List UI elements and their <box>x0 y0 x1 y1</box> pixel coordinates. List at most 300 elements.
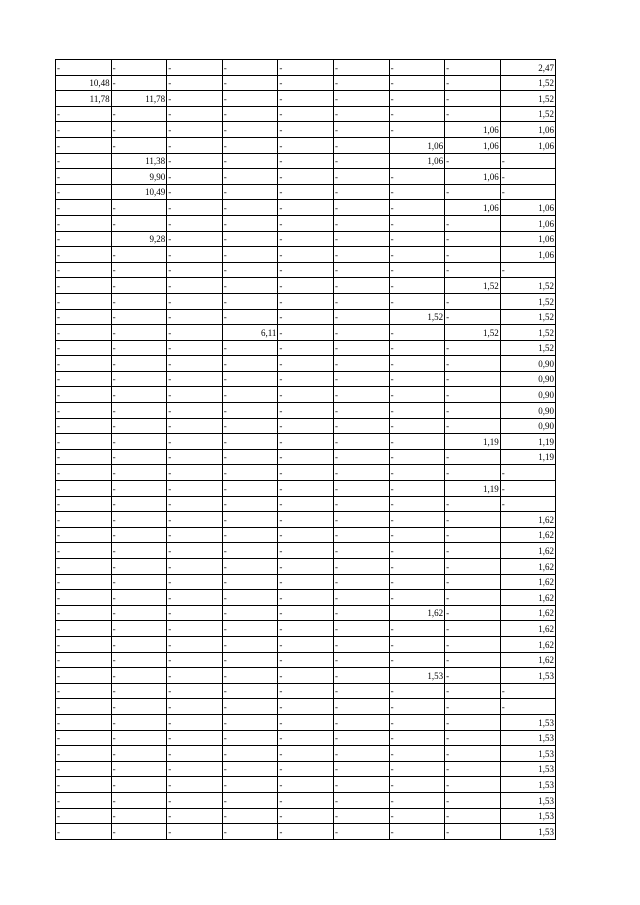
table-cell: 1,52 <box>389 309 445 325</box>
table-cell: - <box>111 278 167 294</box>
table-cell: - <box>278 621 334 637</box>
table-cell: - <box>278 777 334 793</box>
table-cell: - <box>278 231 334 247</box>
table-cell: - <box>167 137 223 153</box>
table-cell: - <box>222 184 278 200</box>
table-cell: - <box>111 325 167 341</box>
table-cell: - <box>278 652 334 668</box>
table-cell: - <box>167 106 223 122</box>
table-cell: - <box>222 371 278 387</box>
table-cell: - <box>222 293 278 309</box>
table-cell: - <box>333 792 389 808</box>
table-cell: - <box>333 668 389 684</box>
table-row <box>56 590 556 606</box>
table-row <box>56 824 556 840</box>
table-cell: - <box>445 91 501 107</box>
table-cell: - <box>167 231 223 247</box>
table-cell: - <box>389 231 445 247</box>
table-cell: - <box>333 449 389 465</box>
table-cell: - <box>111 137 167 153</box>
table-cell: 1,62 <box>500 590 555 606</box>
table-cell: - <box>167 340 223 356</box>
table-cell: - <box>167 527 223 543</box>
table-cell: - <box>389 527 445 543</box>
table-cell: - <box>389 122 445 138</box>
table-cell: - <box>56 808 112 824</box>
table-cell: - <box>389 262 445 278</box>
table-cell: - <box>111 262 167 278</box>
table-cell: - <box>333 231 389 247</box>
table-cell: - <box>111 247 167 263</box>
table-cell: - <box>167 309 223 325</box>
table-cell: - <box>445 668 501 684</box>
table-cell: - <box>389 449 445 465</box>
table-cell: - <box>111 636 167 652</box>
table-cell: - <box>389 730 445 746</box>
table-cell: - <box>222 418 278 434</box>
table-cell: - <box>111 621 167 637</box>
table-cell: - <box>222 792 278 808</box>
table-cell: - <box>111 309 167 325</box>
table-cell: - <box>167 559 223 575</box>
table-cell: - <box>278 153 334 169</box>
table-cell: - <box>333 356 389 372</box>
table-row <box>56 746 556 762</box>
table-cell: 1,62 <box>500 605 555 621</box>
table-cell: - <box>222 215 278 231</box>
table-cell: - <box>389 278 445 294</box>
table-cell: 1,52 <box>445 278 501 294</box>
table-cell: - <box>167 652 223 668</box>
table-cell: - <box>56 247 112 263</box>
table-cell: - <box>167 449 223 465</box>
table-cell: - <box>389 636 445 652</box>
table-cell: - <box>167 543 223 559</box>
table-cell: - <box>389 559 445 575</box>
table-cell: - <box>445 309 501 325</box>
table-cell: - <box>222 481 278 497</box>
table-cell: 2,47 <box>500 60 555 76</box>
table-cell: 1,62 <box>500 652 555 668</box>
table-cell: 1,62 <box>500 574 555 590</box>
table-cell: - <box>278 512 334 528</box>
table-row <box>56 543 556 559</box>
table-cell: - <box>278 418 334 434</box>
table-cell: - <box>222 137 278 153</box>
table-cell: - <box>111 75 167 91</box>
table-cell: - <box>333 714 389 730</box>
table-cell: - <box>445 636 501 652</box>
table-cell: 1,52 <box>500 278 555 294</box>
table-cell: - <box>333 91 389 107</box>
table-cell: 0,90 <box>500 387 555 403</box>
table-cell: - <box>389 340 445 356</box>
table-cell: - <box>333 215 389 231</box>
table-cell: - <box>278 808 334 824</box>
table-row <box>56 106 556 122</box>
table-cell: - <box>222 106 278 122</box>
table-cell: - <box>389 761 445 777</box>
table-cell: - <box>111 824 167 840</box>
table-cell: - <box>333 247 389 263</box>
table-cell: - <box>56 293 112 309</box>
table-row <box>56 340 556 356</box>
table-row <box>56 636 556 652</box>
table-cell: - <box>333 590 389 606</box>
table-cell: - <box>278 122 334 138</box>
table-cell: - <box>222 761 278 777</box>
table-cell: - <box>167 512 223 528</box>
table-cell: - <box>167 574 223 590</box>
table-row <box>56 652 556 668</box>
table-cell: 1,06 <box>500 137 555 153</box>
table-row <box>56 247 556 263</box>
table-cell: - <box>278 668 334 684</box>
table-cell: - <box>111 668 167 684</box>
table-cell: - <box>445 512 501 528</box>
table-cell: - <box>278 215 334 231</box>
table-cell: - <box>333 106 389 122</box>
table-cell: - <box>167 418 223 434</box>
table-cell: - <box>333 808 389 824</box>
table-cell: - <box>111 418 167 434</box>
table-row <box>56 60 556 76</box>
table-cell: - <box>111 683 167 699</box>
table-cell: - <box>222 746 278 762</box>
table-cell: - <box>111 559 167 575</box>
table-cell: - <box>333 746 389 762</box>
table-cell: - <box>111 512 167 528</box>
table-cell: - <box>167 465 223 481</box>
table-cell: - <box>167 153 223 169</box>
table-cell: - <box>167 403 223 419</box>
table-cell: - <box>445 262 501 278</box>
table-cell: - <box>167 683 223 699</box>
table-cell: - <box>167 590 223 606</box>
table-cell: - <box>389 465 445 481</box>
table-cell: - <box>445 777 501 793</box>
table-row <box>56 231 556 247</box>
table-cell: 1,62 <box>389 605 445 621</box>
table-cell: - <box>445 465 501 481</box>
table-row <box>56 512 556 528</box>
table-cell: 1,19 <box>445 481 501 497</box>
table-row <box>56 496 556 512</box>
table-cell: - <box>56 387 112 403</box>
table-cell: - <box>56 590 112 606</box>
table-cell: - <box>278 75 334 91</box>
table-cell: 1,06 <box>389 153 445 169</box>
table-row <box>56 621 556 637</box>
table-cell: - <box>56 60 112 76</box>
table-cell: 1,53 <box>389 668 445 684</box>
table-cell: - <box>167 75 223 91</box>
table-cell: - <box>56 574 112 590</box>
table-cell: - <box>333 169 389 185</box>
table-cell: - <box>333 434 389 450</box>
table-cell: - <box>389 496 445 512</box>
table-cell: - <box>278 387 334 403</box>
table-cell: - <box>389 60 445 76</box>
table-cell: - <box>56 481 112 497</box>
table-cell: - <box>445 75 501 91</box>
table-cell: - <box>111 60 167 76</box>
table-cell: - <box>222 153 278 169</box>
table-cell: - <box>445 590 501 606</box>
table-cell: - <box>278 449 334 465</box>
table-cell: - <box>56 449 112 465</box>
table-cell: 1,19 <box>445 434 501 450</box>
table-cell: - <box>167 621 223 637</box>
table-cell: 0,90 <box>500 371 555 387</box>
table-cell: - <box>111 652 167 668</box>
table-cell: 1,53 <box>500 714 555 730</box>
table-cell: - <box>222 122 278 138</box>
table-cell: - <box>445 824 501 840</box>
table-cell: - <box>56 418 112 434</box>
table-cell: 1,06 <box>389 137 445 153</box>
table-cell: - <box>167 169 223 185</box>
table-cell: - <box>500 465 555 481</box>
table-cell: - <box>222 730 278 746</box>
table-row <box>56 153 556 169</box>
table-cell: 1,06 <box>445 137 501 153</box>
table-row <box>56 387 556 403</box>
table-cell: - <box>445 730 501 746</box>
table-cell: - <box>389 543 445 559</box>
table-cell: - <box>333 340 389 356</box>
table-cell: - <box>222 496 278 512</box>
table-cell: - <box>389 792 445 808</box>
table-cell: - <box>333 137 389 153</box>
table-cell: - <box>445 153 501 169</box>
table-cell: - <box>278 761 334 777</box>
table-cell: - <box>222 309 278 325</box>
table-cell: 0,90 <box>500 356 555 372</box>
table-cell: - <box>111 356 167 372</box>
table-cell: - <box>278 169 334 185</box>
table-cell: - <box>111 449 167 465</box>
table-cell: 10,48 <box>56 75 112 91</box>
table-cell: - <box>333 761 389 777</box>
table-cell: - <box>222 559 278 575</box>
table-cell: 1,62 <box>500 621 555 637</box>
table-cell: - <box>167 777 223 793</box>
table-cell: - <box>111 293 167 309</box>
table-cell: - <box>278 683 334 699</box>
table-cell: - <box>111 215 167 231</box>
table-cell: - <box>333 293 389 309</box>
table-row <box>56 122 556 138</box>
table-cell: - <box>389 91 445 107</box>
table-cell: - <box>278 137 334 153</box>
table-cell: - <box>167 293 223 309</box>
table-row <box>56 356 556 372</box>
table-body <box>56 60 556 840</box>
table-cell: 1,53 <box>500 808 555 824</box>
table-cell: - <box>167 761 223 777</box>
table-cell: - <box>222 75 278 91</box>
table-cell: - <box>389 777 445 793</box>
table-cell: 1,62 <box>500 559 555 575</box>
table-row <box>56 527 556 543</box>
table-cell: - <box>445 714 501 730</box>
table-cell: - <box>278 636 334 652</box>
table-cell: 1,06 <box>500 247 555 263</box>
table-cell: - <box>445 792 501 808</box>
table-cell: - <box>222 543 278 559</box>
table-cell: - <box>167 122 223 138</box>
table-cell: 1,52 <box>500 106 555 122</box>
table-cell: - <box>56 231 112 247</box>
table-cell: - <box>333 60 389 76</box>
table-cell: - <box>56 543 112 559</box>
table-cell: 1,06 <box>500 231 555 247</box>
table-cell: - <box>167 200 223 216</box>
table-cell: - <box>56 309 112 325</box>
table-cell: - <box>445 652 501 668</box>
table-cell: - <box>445 184 501 200</box>
table-cell: - <box>56 137 112 153</box>
table-cell: - <box>278 824 334 840</box>
table-row <box>56 683 556 699</box>
table-cell: - <box>222 169 278 185</box>
table-cell: - <box>389 75 445 91</box>
table-cell: - <box>111 605 167 621</box>
table-cell: - <box>333 418 389 434</box>
table-cell: - <box>56 621 112 637</box>
table-row <box>56 75 556 91</box>
table-cell: - <box>278 325 334 341</box>
table-cell: - <box>389 590 445 606</box>
table-cell: - <box>222 60 278 76</box>
table-cell: - <box>389 481 445 497</box>
table-cell: - <box>445 621 501 637</box>
table-cell: - <box>111 371 167 387</box>
table-cell: - <box>500 481 555 497</box>
table-cell: - <box>333 278 389 294</box>
table-cell: - <box>111 527 167 543</box>
table-row <box>56 137 556 153</box>
table-cell: - <box>389 293 445 309</box>
table-cell: - <box>389 184 445 200</box>
table-cell: - <box>445 605 501 621</box>
table-cell: - <box>111 699 167 715</box>
table-cell: - <box>111 590 167 606</box>
table-cell: - <box>222 387 278 403</box>
table-cell: - <box>278 262 334 278</box>
table-row <box>56 325 556 341</box>
table-cell: - <box>500 184 555 200</box>
table-cell: - <box>389 621 445 637</box>
table-cell: - <box>56 278 112 294</box>
table-cell: - <box>445 231 501 247</box>
table-cell: - <box>167 496 223 512</box>
table-cell: - <box>389 247 445 263</box>
table-cell: - <box>445 559 501 575</box>
table-cell: - <box>500 683 555 699</box>
table-cell: 1,06 <box>500 122 555 138</box>
table-cell: - <box>111 340 167 356</box>
table-cell: - <box>333 75 389 91</box>
table-row <box>56 481 556 497</box>
table-cell: - <box>167 325 223 341</box>
table-cell: - <box>333 621 389 637</box>
table-cell: 1,19 <box>500 434 555 450</box>
table-cell: - <box>222 91 278 107</box>
table-row <box>56 434 556 450</box>
table-cell: - <box>222 247 278 263</box>
table-cell: 9,90 <box>111 169 167 185</box>
table-row <box>56 371 556 387</box>
table-cell: - <box>278 590 334 606</box>
table-cell: - <box>500 169 555 185</box>
table-cell: - <box>445 247 501 263</box>
table-cell: 1,06 <box>445 122 501 138</box>
table-cell: - <box>56 746 112 762</box>
table-row <box>56 761 556 777</box>
table-cell: - <box>56 496 112 512</box>
table-cell: - <box>445 215 501 231</box>
table-cell: - <box>56 106 112 122</box>
table-cell: - <box>111 777 167 793</box>
table-cell: - <box>56 792 112 808</box>
table-cell: 1,52 <box>500 75 555 91</box>
table-cell: - <box>222 699 278 715</box>
table-cell: - <box>333 200 389 216</box>
table-cell: - <box>278 574 334 590</box>
data-table <box>55 59 556 840</box>
table-cell: - <box>167 215 223 231</box>
table-cell: - <box>445 808 501 824</box>
table-cell: - <box>278 106 334 122</box>
table-cell: - <box>56 215 112 231</box>
table-cell: - <box>278 543 334 559</box>
table-cell: - <box>278 200 334 216</box>
table-cell: - <box>56 668 112 684</box>
table-cell: - <box>56 683 112 699</box>
table-cell: - <box>56 325 112 341</box>
table-cell: 1,53 <box>500 792 555 808</box>
table-cell: - <box>56 824 112 840</box>
table-cell: - <box>222 340 278 356</box>
table-cell: - <box>278 434 334 450</box>
table-row <box>56 418 556 434</box>
table-row <box>56 730 556 746</box>
table-cell: 1,62 <box>500 636 555 652</box>
table-cell: - <box>333 777 389 793</box>
table-cell: - <box>389 574 445 590</box>
table-row <box>56 215 556 231</box>
table-cell: - <box>56 200 112 216</box>
table-cell: - <box>56 699 112 715</box>
table-cell: - <box>111 122 167 138</box>
table-cell: - <box>333 543 389 559</box>
table-cell: 1,53 <box>500 777 555 793</box>
table-cell: - <box>278 60 334 76</box>
table-cell: - <box>278 481 334 497</box>
table-cell: - <box>222 278 278 294</box>
table-cell: - <box>389 512 445 528</box>
table-cell: - <box>500 699 555 715</box>
table-cell: - <box>56 512 112 528</box>
table-cell: - <box>111 746 167 762</box>
table-cell: - <box>56 356 112 372</box>
table-cell: - <box>445 418 501 434</box>
table-row <box>56 403 556 419</box>
table-cell: - <box>445 543 501 559</box>
table-cell: - <box>222 714 278 730</box>
